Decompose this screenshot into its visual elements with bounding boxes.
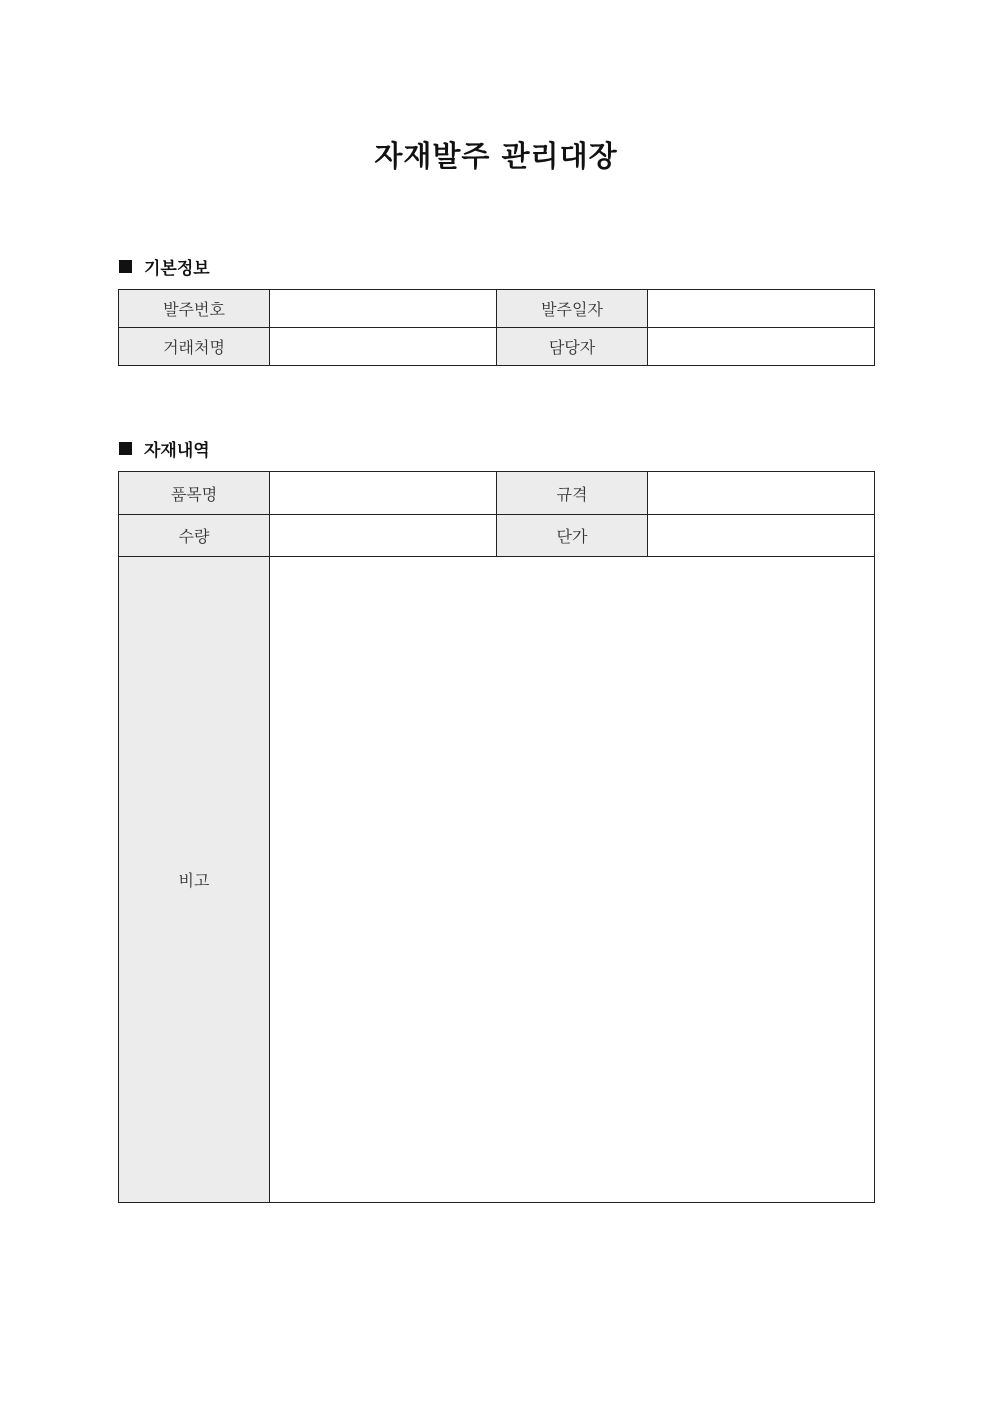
manager-field[interactable] [648, 328, 875, 366]
section-heading-basic [119, 254, 210, 279]
section-title: 자재내역 [144, 441, 210, 461]
order-date-label: 발주일자 [497, 290, 648, 328]
price-field[interactable] [648, 515, 875, 557]
spec-field[interactable] [648, 472, 875, 515]
materials-table [118, 471, 875, 1203]
order-no-label: 발주번호 [119, 290, 270, 328]
manager-label: 담당자 [497, 328, 648, 366]
section-title: 기본정보 [144, 259, 210, 279]
price-label: 단가 [497, 515, 648, 557]
qty-field[interactable] [270, 515, 497, 557]
item-field[interactable] [270, 472, 497, 515]
spec-label: 규격 [497, 472, 648, 515]
vendor-field[interactable] [270, 328, 497, 366]
remarks-label: 비고 [119, 557, 270, 1203]
order-no-field[interactable] [270, 290, 497, 328]
vendor-label: 거래처명 [119, 328, 270, 366]
square-bullet-icon [119, 260, 132, 273]
section-heading-materials [119, 436, 210, 461]
square-bullet-icon [119, 442, 132, 455]
item-label: 품목명 [119, 472, 270, 515]
qty-label: 수량 [119, 515, 270, 557]
remarks-field[interactable] [270, 557, 875, 1203]
basic-info-table [118, 289, 875, 366]
page-title: 자재발주 관리대장 [374, 139, 618, 173]
order-date-field[interactable] [648, 290, 875, 328]
